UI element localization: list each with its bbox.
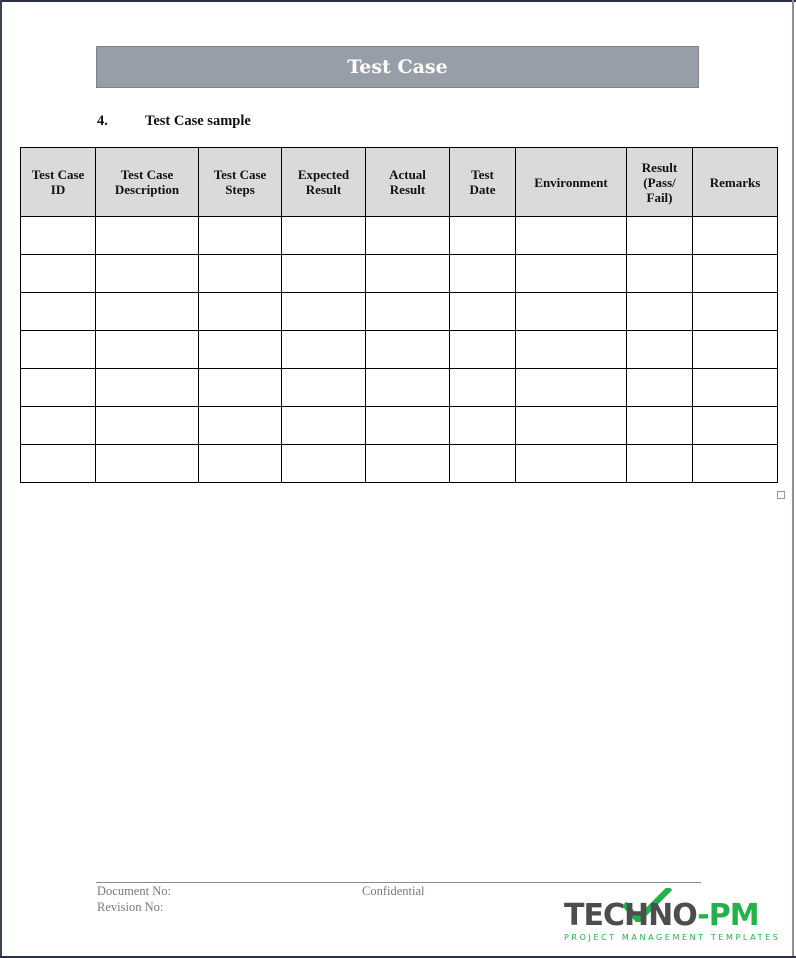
table-header-row: [21, 148, 778, 217]
section-title: Test Case sample: [145, 113, 251, 129]
document-title: Test Case: [347, 56, 448, 78]
table-cell[interactable]: [516, 445, 627, 483]
column-header: [199, 148, 282, 217]
table-cell[interactable]: [96, 331, 199, 369]
column-header-line: Result: [305, 182, 342, 197]
table-cell[interactable]: [627, 255, 693, 293]
table-row: [21, 369, 778, 407]
logo-wordmark: TECHNO-PM: [564, 898, 759, 933]
table-cell[interactable]: [516, 255, 627, 293]
column-header: [516, 148, 627, 217]
table-cell[interactable]: [516, 293, 627, 331]
table-cell[interactable]: [21, 445, 96, 483]
document-title-banner: [96, 46, 699, 88]
table-cell[interactable]: [627, 369, 693, 407]
column-header-line: Test: [471, 167, 494, 182]
column-header: [450, 148, 516, 217]
table-cell[interactable]: [199, 407, 282, 445]
table-cell[interactable]: [21, 293, 96, 331]
table-cell[interactable]: [516, 369, 627, 407]
table-cell[interactable]: [693, 369, 778, 407]
footer-confidential: Confidential: [362, 884, 425, 898]
table-row: [21, 407, 778, 445]
table-cell[interactable]: [693, 255, 778, 293]
table-cell[interactable]: [516, 407, 627, 445]
table-cell[interactable]: [516, 217, 627, 255]
table-cell[interactable]: [516, 331, 627, 369]
table-cell[interactable]: [450, 445, 516, 483]
table-cell[interactable]: [199, 255, 282, 293]
column-header-line: Date: [469, 182, 496, 197]
window-border-right: [792, 0, 794, 958]
column-header-line: (Pass/: [643, 174, 676, 190]
table-cell[interactable]: [21, 369, 96, 407]
table-cell[interactable]: [450, 217, 516, 255]
table-cell[interactable]: [199, 293, 282, 331]
column-header-line: ID: [50, 182, 66, 197]
table-cell[interactable]: [96, 217, 199, 255]
table-cell[interactable]: [450, 331, 516, 369]
column-header-line: Test Case: [120, 167, 174, 182]
table-cell[interactable]: [96, 407, 199, 445]
column-header-line: Actual: [389, 167, 426, 182]
footer-divider: [96, 882, 701, 883]
table-row: [21, 217, 778, 255]
table-cell[interactable]: [282, 369, 366, 407]
table-cell[interactable]: [21, 331, 96, 369]
table-row: [21, 331, 778, 369]
table-cell[interactable]: [627, 331, 693, 369]
table-cell[interactable]: [199, 369, 282, 407]
table-cell[interactable]: [627, 407, 693, 445]
footer-revision-no: Revision No:: [97, 900, 164, 914]
table-cell[interactable]: [199, 217, 282, 255]
section-heading: [97, 113, 251, 130]
column-header: [627, 148, 693, 217]
table-cell[interactable]: [366, 217, 450, 255]
table-cell[interactable]: [450, 293, 516, 331]
table-cell[interactable]: [627, 217, 693, 255]
column-header-line: Test Case: [213, 167, 267, 182]
column-header-line: Expected: [297, 167, 350, 182]
table-cell[interactable]: [21, 217, 96, 255]
table-cell[interactable]: [366, 445, 450, 483]
table-cell[interactable]: [21, 255, 96, 293]
table-cell[interactable]: [282, 331, 366, 369]
table-row: [21, 445, 778, 483]
table-cell[interactable]: [282, 407, 366, 445]
footer-document-no: Document No:: [97, 884, 171, 898]
table-row: [21, 293, 778, 331]
table-cell[interactable]: [627, 293, 693, 331]
column-header-line: Remarks: [709, 174, 761, 190]
table-cell[interactable]: [199, 331, 282, 369]
table-resize-handle[interactable]: [777, 491, 785, 499]
table-cell[interactable]: [693, 331, 778, 369]
table-cell[interactable]: [450, 369, 516, 407]
column-header: [21, 148, 96, 217]
table-cell[interactable]: [282, 217, 366, 255]
column-header: [366, 148, 450, 217]
table-cell[interactable]: [450, 407, 516, 445]
column-header: [96, 148, 199, 217]
section-number: 4.: [97, 113, 108, 129]
table-cell[interactable]: [282, 255, 366, 293]
table-cell[interactable]: [693, 407, 778, 445]
table-row: [21, 255, 778, 293]
techno-pm-logo: [564, 888, 781, 946]
table-cell[interactable]: [366, 255, 450, 293]
table-cell[interactable]: [366, 369, 450, 407]
table-cell[interactable]: [96, 445, 199, 483]
column-header-line: Fail): [646, 189, 673, 205]
window-border-top: [0, 0, 796, 2]
table-cell[interactable]: [96, 369, 199, 407]
test-case-table: [20, 147, 778, 483]
table-cell[interactable]: [366, 331, 450, 369]
column-header-line: Result: [641, 159, 678, 175]
table-cell[interactable]: [693, 445, 778, 483]
table-cell[interactable]: [96, 293, 199, 331]
table-cell[interactable]: [282, 445, 366, 483]
window-border-left: [0, 0, 2, 958]
table-cell[interactable]: [627, 445, 693, 483]
table-cell[interactable]: [96, 255, 199, 293]
column-header: [693, 148, 778, 217]
table-cell[interactable]: [693, 293, 778, 331]
column-header: [282, 148, 366, 217]
table-cell[interactable]: [450, 255, 516, 293]
table-cell[interactable]: [366, 293, 450, 331]
table-cell[interactable]: [199, 445, 282, 483]
table-cell[interactable]: [693, 217, 778, 255]
column-header-line: Test Case: [31, 167, 85, 182]
column-header-line: Steps: [225, 182, 255, 197]
column-header-line: Environment: [534, 174, 608, 190]
table-cell[interactable]: [21, 407, 96, 445]
column-header-line: Description: [114, 182, 180, 197]
table-cell[interactable]: [282, 293, 366, 331]
table-cell[interactable]: [366, 407, 450, 445]
column-header-line: Result: [389, 182, 426, 197]
logo-tagline: PROJECT MANAGEMENT TEMPLATES: [564, 933, 781, 942]
